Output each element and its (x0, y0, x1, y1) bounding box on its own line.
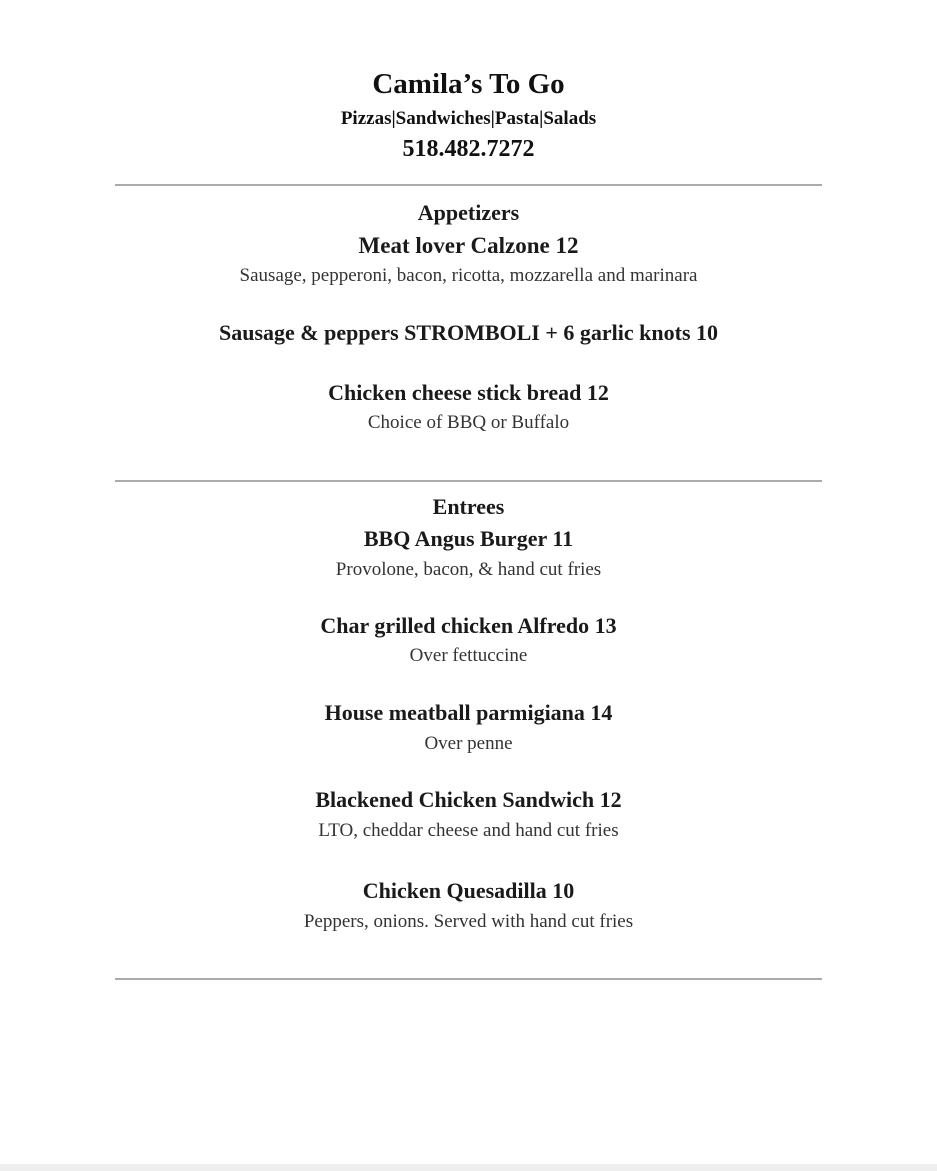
phone-number: 518.482.7272 (402, 136, 535, 162)
menu-item-name: Blackened Chicken Sandwich 12 (315, 787, 622, 812)
divider-bottom (115, 978, 822, 980)
menu-item-name: Chicken cheese stick bread 12 (328, 380, 609, 405)
menu-item-name: Sausage & peppers STROMBOLI + 6 garlic knots 10 (218, 320, 719, 345)
menu-item-description: Choice of BBQ or Buffalo (367, 412, 570, 433)
menu-item-name: Chicken Quesadilla 10 (362, 878, 575, 903)
section-heading-entrees: Entrees (432, 494, 505, 519)
restaurant-title: Camila’s To Go (372, 68, 565, 100)
menu-item-description: Peppers, onions. Served with hand cut fries (303, 911, 634, 932)
menu-item-description: Provolone, bacon, & hand cut fries (335, 559, 602, 580)
menu-item-name: BBQ Angus Burger 11 (363, 526, 574, 551)
menu-item-description: Sausage, pepperoni, bacon, ricotta, mozzarella and marinara (239, 265, 698, 286)
menu-item-name: Char grilled chicken Alfredo 13 (320, 613, 617, 638)
menu-item-description: Over penne (424, 733, 513, 754)
menu-item-description: LTO, cheddar cheese and hand cut fries (318, 820, 619, 841)
restaurant-tagline: Pizzas|Sandwiches|Pasta|Salads (340, 108, 597, 129)
divider-middle (115, 480, 822, 482)
menu-item-description: Over fettuccine (409, 645, 528, 666)
divider-top (115, 184, 822, 186)
menu-item-name: House meatball parmigiana 14 (324, 700, 613, 725)
page-bottom-edge (0, 1164, 937, 1171)
menu-item-name: Meat lover Calzone 12 (358, 233, 579, 258)
section-heading-appetizers: Appetizers (417, 200, 520, 225)
